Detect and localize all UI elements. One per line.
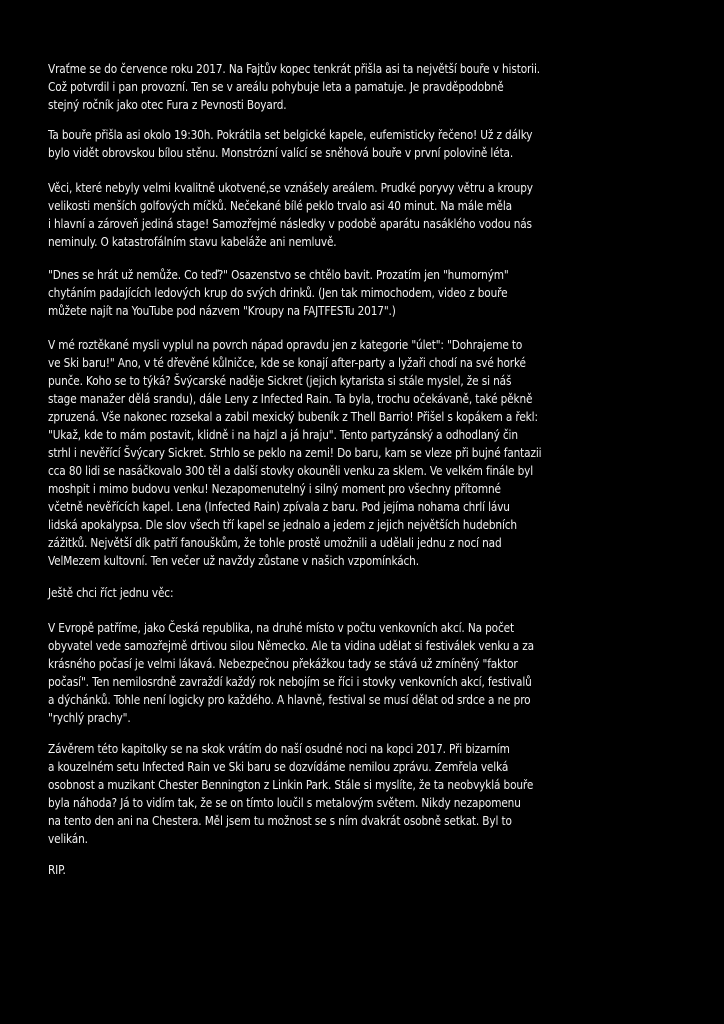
text-line: V Evropě patříme, jako Česká republika, na druhé místo v počtu venkovních akcí. Na počet	[48, 620, 514, 635]
text-line: a dýchánků. Tohle není logicky pro každého. A hlavně, festival se musí dělat od srdce a ne pro	[48, 692, 531, 707]
text-line: stejný ročník jako otec Fura z Pevnosti Boyard.	[48, 97, 287, 112]
text-line: můžete najít na YouTube pod názvem "Kroupy na FAJTFESTu 2017".)	[48, 303, 396, 318]
text-line: bylo vidět obrovskou bílou stěnu. Monstrózní valící se sněhová bouře v první polovině léta.	[48, 145, 514, 160]
text-line: stage manažer dělá srandu), dále Leny z Infected Rain. Ta byla, trochu očekávaně, také pěkně	[48, 391, 533, 406]
text-line: obyvatel vede samozřejmě drtivou silou Německo. Ale ta vidina udělat si festiválek venku a za	[48, 638, 534, 653]
paragraph-storm-damage	[48, 179, 708, 251]
paragraph-rip	[48, 861, 708, 879]
text-line: lidská apokalypsa. Dle slov všech tří kapel se jednalo a jedem z jejich největších hudebních	[48, 517, 517, 532]
text-line: Věci, které nebyly velmi kvalitně ukotvené,se vznášely areálem. Prudké poryvy větru a kroupy	[48, 180, 533, 195]
text-line: Ještě chci říct jednu věc:	[48, 585, 174, 600]
text-line: krásného počasí je velmi lákavá. Nebezpečnou překážkou tady se stává už zmíněný "faktor	[48, 656, 518, 671]
paragraph-chester-tribute	[48, 740, 708, 848]
text-line: moshpit i mimo budovu venku! Nezapomenutelný i silný moment pro všechny přítomné	[48, 481, 501, 496]
text-line: osobnost a muzikant Chester Bennington z Linkin Park. Stále si myslíte, že ta neobvyklá bouře	[48, 777, 534, 792]
text-line: Což potvrdil i pan provozní. Ten se v areálu pohybuje leta a pamatuje. Je pravděpodobně	[48, 79, 504, 94]
paragraph-outdoor-events	[48, 619, 708, 727]
text-line: Vraťme se do července roku 2017. Na Fajtův kopec tenkrát přišla asi ta největší bouře v historii.	[48, 61, 540, 76]
text-line: včetně nevěřících kapel. Lena (Infected Rain) zpívala z baru. Pod jejíma nohama chrlí lávu	[48, 499, 510, 514]
text-line: zpruzená. Vše nakonec rozsekal a zabil mexický bubeník z Thell Barrio! Přišel s kopákem a řekl:	[48, 409, 538, 424]
text-line: velikán.	[48, 831, 88, 846]
text-line: počasí". Ten nemilosrdně zavraždí každý rok nebojím se říci i stovky venkovních akcí, festivalů	[48, 674, 532, 689]
paragraph-one-more-thing	[48, 584, 708, 602]
text-line: "rychlý prachy".	[48, 710, 131, 725]
text-line: zážitků. Největší dík patří fanouškům, že tohle prostě umožnili a udělali jednu z nocí nad	[48, 535, 502, 550]
text-line: Ta bouře přišla asi okolo 19:30h. Pokrátila set belgické kapele, eufemisticky řečeno! Už z dálky	[48, 127, 533, 142]
text-line: byla náhoda? Já to vidím tak, že se on tímto loučil s metalovým světem. Nikdy nezapomenu	[48, 795, 521, 810]
paragraph-ski-bar	[48, 336, 708, 570]
text-line: cca 80 lidi se nasáčkovalo 300 těl a další stovky okouněli venku za sklem. Ve velkém finále byl	[48, 463, 534, 478]
paragraph-what-now	[48, 266, 708, 320]
text-line: V mé roztěkané mysli vyplul na povrch nápad opravdu jen z kategorie "úlet": "Dohrajeme to	[48, 337, 523, 352]
text-line: punče. Koho se to týká? Švýcarské naděje Sickret (jejich kytarista si stále myslel, že si náš	[48, 373, 512, 388]
text-line: "Ukaž, kde to mám postavit, klidně i na hajzl a já hraju". Tento partyzánský a odhodlaný čin	[48, 427, 518, 442]
text-line: i hlavní a zároveň jediná stage! Samozřejmé následky v podobě aparátu nasáklého vodou nás	[48, 216, 532, 231]
text-line: ve Ski baru!" Ano, v té dřevěné kůlničce, kde se konají after-party a lyžaři chodí na své horké	[48, 355, 526, 370]
text-line: Závěrem této kapitolky se na skok vrátím do naší osudné noci na kopci 2017. Při bizarním	[48, 741, 510, 756]
text-line: na tento den ani na Chestera. Měl jsem tu možnost se s ním dvakrát osobně setkat. Byl to	[48, 813, 512, 828]
text-line: a kouzelném setu Infected Rain ve Ski baru se dozvídáme nemilou zprávu. Zemřela velká	[48, 759, 509, 774]
text-line: neminuly. O katastrofálním stavu kabeláže ani nemluvě.	[48, 234, 337, 249]
text-line: RIP.	[48, 862, 66, 877]
paragraph-storm-intro	[48, 60, 708, 114]
paragraph-storm-arrival	[48, 126, 708, 162]
text-line: strhl i nevěřící Švýcary Sickret. Strhlo se peklo na zemi! Do baru, kam se vleze při bujné fantazii	[48, 445, 542, 460]
text-line: chytáním padajících ledových krup do svých drinků. (Jen tak mimochodem, video z bouře	[48, 285, 508, 300]
text-line: VelMezem kultovní. Ten večer už navždy zůstane v našich vzpomínkách.	[48, 553, 419, 568]
text-line: velikosti menších golfových míčků. Nečekané bílé peklo trvalo asi 40 minut. Na mále měla	[48, 198, 512, 213]
text-line: "Dnes se hrát už nemůže. Co teď?" Osazenstvo se chtělo bavit. Prozatím jen "humorným"	[48, 267, 509, 282]
